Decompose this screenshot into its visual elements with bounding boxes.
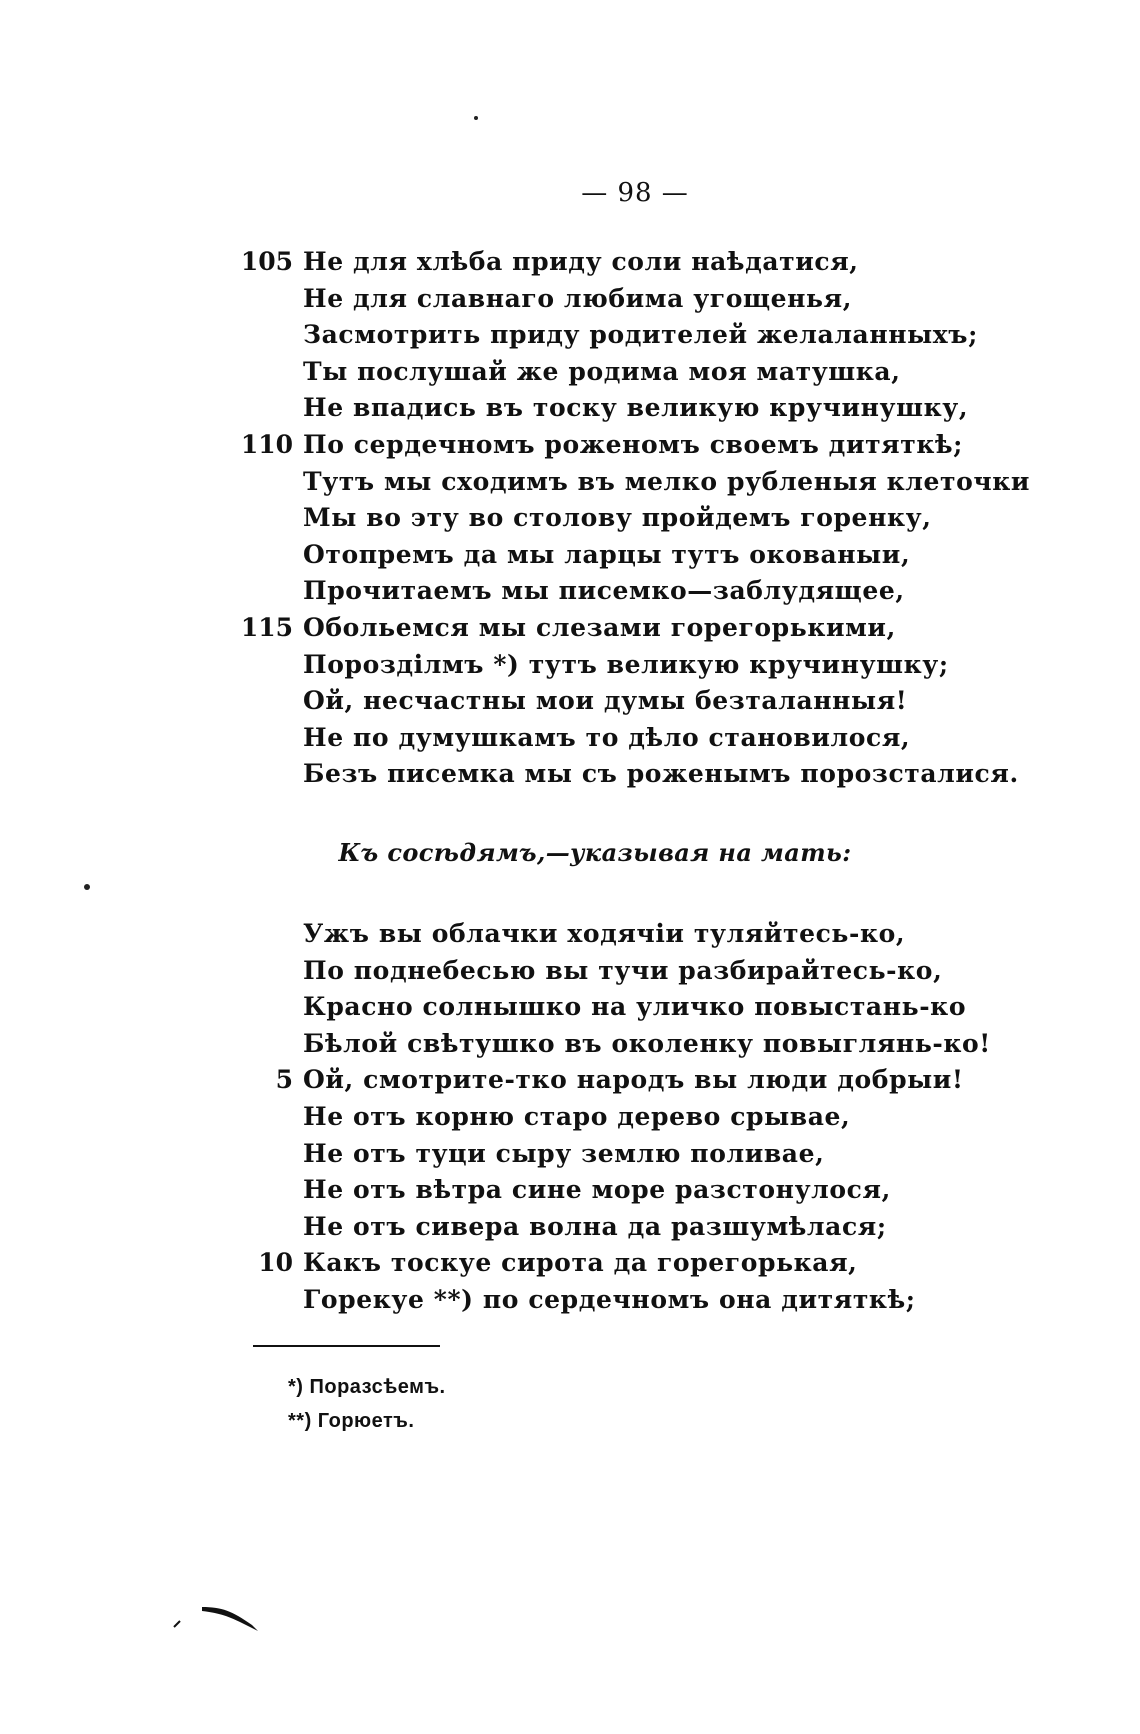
poem-line (0, 683, 1140, 719)
line-number: 115 (240, 613, 293, 642)
footnote-1: *) Поразсѣемъ. (288, 1376, 446, 1398)
scan-speck (84, 884, 90, 890)
poem-line (0, 317, 1140, 353)
line-text: Не для славнаго любима угощенья, (303, 283, 852, 313)
line-text: Бѣлой свѣтушко въ околенку повыглянь-ко! (303, 1028, 991, 1058)
poem-line (0, 281, 1140, 317)
line-text: Не отъ сивера волна да разшумѣлася; (303, 1211, 887, 1241)
line-text: Тутъ мы сходимъ въ мелко рубленыя клеточки (303, 466, 1031, 496)
poem-line (0, 953, 1140, 989)
line-text: Ты послушай же родима моя матушка, (303, 356, 901, 386)
poem-line (0, 756, 1140, 792)
line-text: Не отъ вѣтра сине море разстонулося, (303, 1175, 891, 1205)
line-text: Не отъ корню старо дерево срывае, (303, 1102, 851, 1131)
poem-line (0, 390, 1140, 426)
poem-line (0, 647, 1140, 683)
line-text: Не отъ туци сыру землю поливае, (303, 1138, 825, 1168)
scan-speck (474, 116, 478, 120)
line-text: Какъ тоскуе сирота да горегорькая, (303, 1248, 858, 1278)
poem-line (0, 1172, 1140, 1208)
line-number: 105 (240, 247, 293, 276)
poem-line (0, 1209, 1140, 1245)
line-text: Не для хлѣба приду соли наѣдатися, (303, 247, 859, 276)
poem-line (0, 1136, 1140, 1172)
page-number: — 98 — (581, 178, 689, 208)
line-text: Не впадись въ тоску великую кручинушку, (303, 393, 969, 423)
poem-line (0, 1026, 1140, 1062)
poem-line (0, 537, 1140, 573)
line-text: Отопремъ да мы ларцы тутъ окованыи, (303, 539, 911, 569)
line-number: 5 (275, 1065, 293, 1095)
line-text: Обольемся мы слезами горегорькими, (303, 613, 896, 642)
poem-line (0, 610, 1140, 646)
line-text: Прочитаемъ мы писемко—заблудящее, (303, 576, 905, 606)
line-text: Засмотрить приду родителей желаланныхъ; (303, 320, 978, 350)
poem-line (0, 720, 1140, 756)
line-text: Мы во эту во столову пройдемъ горенку, (303, 503, 932, 533)
poem-line (0, 244, 1140, 280)
poem-line (0, 427, 1140, 463)
poem-line (0, 1282, 1140, 1318)
line-text: Безъ писемка мы съ роженымъ порозсталися. (303, 759, 1019, 789)
line-number: 10 (258, 1248, 293, 1278)
line-text: Ужъ вы облачки ходячіи туляйтесь-ко, (303, 919, 906, 948)
poem-line (0, 1062, 1140, 1098)
poem-line (0, 464, 1140, 500)
footnote-2: **) Горюетъ. (288, 1410, 415, 1432)
poem-line (0, 916, 1140, 952)
line-text: Ой, смотрите-тко народъ вы люди добрыи! (303, 1065, 964, 1095)
poem-line (0, 989, 1140, 1025)
line-number: 110 (240, 430, 293, 459)
poem-line (0, 354, 1140, 390)
line-text: Красно солнышко на уличко повыстань-ко (303, 992, 967, 1022)
line-text: Порозділмъ *) тутъ великую кручинушку; (303, 649, 949, 679)
poem-line (0, 1099, 1140, 1135)
stage-direction-text: Къ сосѣдямъ,—указывая на мать: (338, 838, 852, 867)
stage-direction-heading (0, 838, 1140, 867)
line-text: Ой, несчастны мои думы безталанныя! (303, 686, 908, 716)
line-text: По сердечномъ роженомъ своемъ дитяткѣ; (303, 430, 963, 459)
footnote-divider (253, 1345, 440, 1347)
line-text: По поднебесью вы тучи разбирайтесь-ко, (303, 955, 943, 985)
line-text: Горекуе **) по сердечномъ она дитяткѣ; (303, 1285, 916, 1314)
ink-stroke-mark (172, 1595, 272, 1635)
poem-line (0, 1245, 1140, 1281)
line-text: Не по думушкамъ то дѣло становилося, (303, 722, 911, 752)
poem-line (0, 500, 1140, 536)
poem-line (0, 573, 1140, 609)
